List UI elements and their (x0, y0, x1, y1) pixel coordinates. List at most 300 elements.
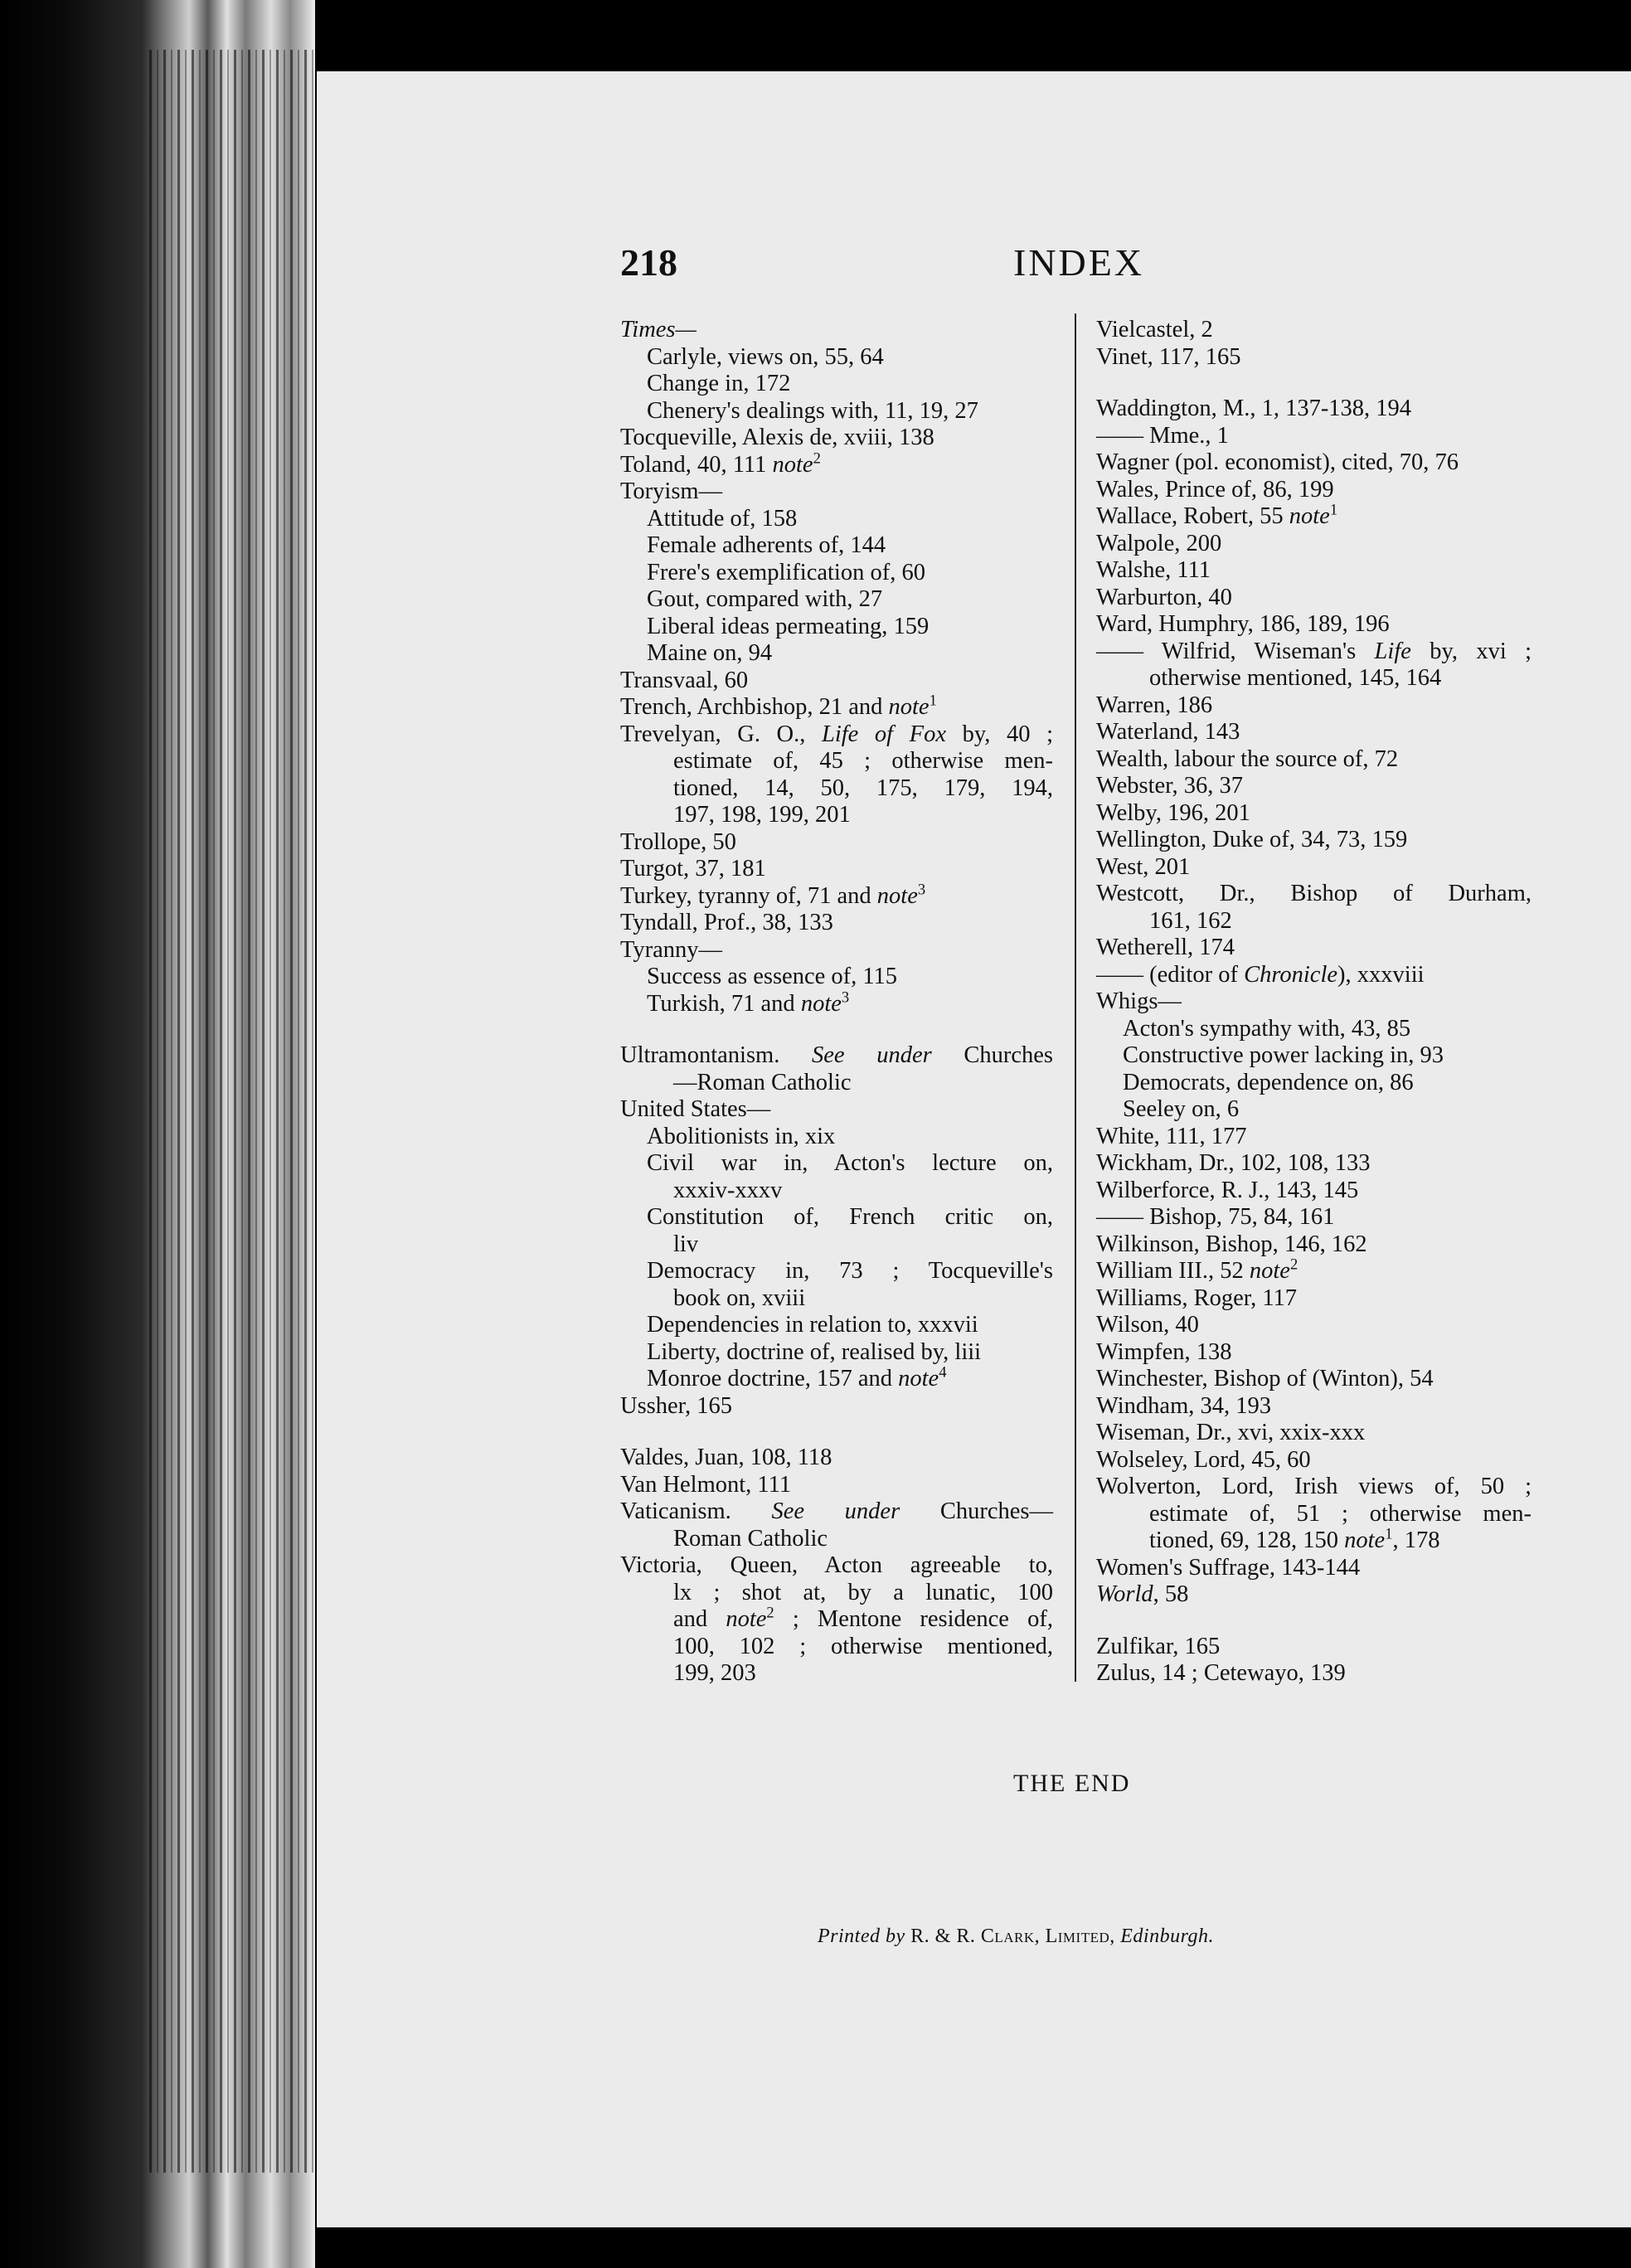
index-line (1096, 1204, 1531, 1231)
index-text: Victoria, Queen, Acton agreeable to, (620, 1552, 1053, 1578)
index-line (620, 640, 1053, 668)
index-text: tioned, 69, 128, 150 (1149, 1527, 1345, 1553)
index-line (1096, 531, 1531, 558)
index-line (620, 532, 1053, 560)
index-entry (1096, 477, 1531, 504)
index-line (620, 317, 1053, 344)
index-entry (620, 317, 1053, 344)
note-number: 2 (813, 449, 821, 467)
index-line (620, 1258, 1053, 1285)
index-entry (620, 856, 1053, 883)
index-subentry (620, 532, 1053, 560)
index-italic-title: World (1096, 1581, 1153, 1607)
imprint-city: Edinburgh. (1120, 1926, 1215, 1947)
index-entry (620, 883, 1053, 911)
index-text: Wetherell, 174 (1096, 935, 1235, 960)
index-text: Winchester, Bishop of (Winton), 54 (1096, 1366, 1434, 1391)
index-entry (1096, 854, 1531, 881)
index-line (1096, 1366, 1531, 1393)
index-line (620, 748, 1053, 775)
index-line (1096, 692, 1531, 720)
index-line (620, 1285, 1053, 1313)
index-text: Change in, 172 (647, 371, 791, 396)
index-text: White, 111, 177 (1096, 1123, 1247, 1149)
index-entry (1096, 317, 1531, 344)
index-text: Gout, compared with, 27 (647, 586, 883, 612)
index-entry (620, 1393, 1053, 1421)
index-text: Liberty, doctrine of, realised by, liii (647, 1338, 982, 1365)
index-text: Windham, 34, 193 (1096, 1392, 1271, 1419)
index-text: Wagner (pol. economist), cited, 70, 76 (1096, 449, 1459, 475)
index-text: Toland, 40, 111 (620, 451, 773, 478)
index-line (620, 937, 1053, 964)
index-line (1096, 344, 1531, 372)
index-text: 161, 162 (1149, 907, 1232, 934)
index-subentry (620, 988, 1053, 1018)
index-line (1096, 746, 1531, 774)
index-line (1096, 477, 1531, 504)
index-italic-title: Life of Fox (821, 721, 946, 747)
index-line (620, 1042, 1053, 1070)
index-text: —— (editor of (1096, 961, 1245, 988)
index-subentry (1096, 1070, 1531, 1097)
index-line (1096, 665, 1531, 692)
index-entry (1096, 344, 1531, 372)
index-line (1096, 1420, 1531, 1447)
index-text: Carlyle, views on, 55, 64 (647, 343, 884, 370)
index-text: Wilkinson, Bishop, 146, 162 (1096, 1231, 1367, 1257)
index-text: Ultramontanism. (620, 1042, 812, 1068)
index-text: and (673, 1606, 726, 1632)
index-column-left (620, 317, 1053, 1688)
index-subentry (620, 371, 1053, 398)
running-head (620, 240, 1631, 307)
index-line (1096, 1555, 1531, 1582)
index-line (620, 1445, 1053, 1472)
index-subentry (620, 586, 1053, 614)
index-text: Churches (931, 1042, 1053, 1068)
index-line (620, 425, 1053, 452)
note-number: 3 (917, 881, 926, 898)
index-text: ), xxxviii (1337, 961, 1425, 988)
index-letter-gap (620, 1420, 1053, 1445)
index-text: liv (673, 1231, 699, 1257)
index-line (620, 1580, 1053, 1607)
index-letter-gap (620, 1017, 1053, 1042)
index-line (620, 478, 1053, 506)
index-text: Liberal ideas permeating, 159 (647, 613, 930, 639)
index-text: Success as essence of, 115 (647, 964, 898, 989)
index-text: otherwise mentioned, 145, 164 (1149, 665, 1442, 691)
index-text: Wales, Prince of, 86, 199 (1096, 476, 1334, 503)
index-subentry (620, 640, 1053, 668)
index-subentry (620, 1312, 1053, 1339)
index-line (1096, 1447, 1531, 1474)
index-text: estimate of, 45 ; otherwise men- (673, 748, 1053, 774)
index-entry (1096, 1204, 1531, 1231)
page-edges (149, 50, 323, 2173)
index-line (620, 371, 1053, 398)
index-line (620, 1552, 1053, 1580)
index-entry (1096, 1285, 1531, 1313)
index-entry (1096, 557, 1531, 585)
index-text: Waddington, M., 1, 137-138, 194 (1096, 396, 1412, 421)
note-number: 2 (766, 1604, 774, 1622)
index-line (620, 398, 1053, 425)
index-text: Trevelyan, G. O., (620, 721, 822, 747)
index-line (1096, 1339, 1531, 1367)
index-text: , 178 (1392, 1527, 1440, 1553)
index-text: Walshe, 111 (1096, 557, 1211, 583)
index-line (620, 449, 1053, 479)
index-text: Wolseley, Lord, 45, 60 (1096, 1446, 1311, 1473)
index-text: Turgot, 37, 181 (620, 856, 766, 881)
index-entry (1096, 746, 1531, 774)
index-text: Vaticanism. (620, 1498, 772, 1524)
index-note-ref: note (1249, 1258, 1290, 1284)
index-text: Wilson, 40 (1096, 1312, 1199, 1338)
index-text: Female adherents of, 144 (647, 532, 886, 558)
index-line (620, 802, 1053, 829)
index-text: —— Mme., 1 (1096, 422, 1229, 449)
index-text: Churches— (900, 1498, 1054, 1524)
index-text: Trench, Archbishop, 21 and (620, 694, 889, 720)
index-entry (1096, 773, 1531, 800)
index-text: Maine on, 94 (647, 640, 773, 666)
index-text: Chenery's dealings with, 11, 19, 27 (647, 397, 978, 424)
index-line (620, 614, 1053, 641)
index-line (1096, 611, 1531, 639)
index-note-ref: note (888, 694, 930, 720)
index-line (1096, 639, 1531, 666)
index-text: Dependencies in relation to, xxxvii (647, 1312, 978, 1338)
index-entry (620, 721, 1053, 829)
index-entry (1096, 585, 1531, 612)
index-italic-title: Chronicle (1244, 961, 1338, 988)
index-text: Ussher, 165 (620, 1392, 733, 1419)
index-text: Zulfikar, 165 (1096, 1633, 1221, 1659)
index-entry (1096, 423, 1531, 450)
index-text: Roman Catholic (673, 1525, 828, 1552)
page-title: INDEX (1013, 241, 1145, 284)
index-line (1096, 1474, 1531, 1501)
index-line (620, 506, 1053, 533)
index-subentry (620, 1204, 1053, 1258)
index-line (1096, 854, 1531, 881)
index-entry (1096, 800, 1531, 828)
index-line (620, 775, 1053, 803)
note-number: 1 (1329, 501, 1338, 519)
index-line (1096, 1016, 1531, 1043)
index-text: Warren, 186 (1096, 692, 1213, 718)
index-entry (1096, 1420, 1531, 1447)
note-number: 4 (939, 1363, 947, 1382)
index-text: Monroe doctrine, 157 and (647, 1366, 899, 1391)
index-entry (1096, 503, 1531, 531)
index-text: Vinet, 117, 165 (1096, 343, 1241, 370)
index-text: Transvaal, 60 (620, 667, 749, 693)
index-entry (1096, 1474, 1531, 1555)
index-text: Turkey, tyranny of, 71 and (620, 882, 877, 909)
imprint-printed-by: Printed by (818, 1926, 905, 1947)
index-text: Wimpfen, 138 (1096, 1338, 1232, 1365)
index-text: Times— (620, 317, 697, 342)
index-entry (1096, 1150, 1531, 1178)
index-note-ref: note (800, 990, 842, 1017)
index-entry (1096, 1581, 1531, 1609)
index-line (620, 883, 1053, 911)
index-entry (1096, 988, 1531, 1016)
index-subentry (620, 1258, 1053, 1312)
index-line (1096, 585, 1531, 612)
index-entry (1096, 1393, 1531, 1421)
index-text: lx ; shot at, by a lunatic, 100 (673, 1579, 1053, 1605)
index-letter-gap (1096, 371, 1531, 396)
index-line (1096, 1178, 1531, 1205)
index-line (1096, 773, 1531, 800)
index-line (620, 1660, 1053, 1688)
index-note-ref: note (1289, 503, 1330, 529)
index-italic-title: See under (771, 1498, 900, 1524)
index-line (620, 586, 1053, 614)
index-text: Wallace, Robert, 55 (1096, 503, 1289, 529)
index-text: Wiseman, Dr., xvi, xxix-xxx (1096, 1420, 1366, 1445)
index-line (1096, 1581, 1531, 1609)
index-line (1096, 962, 1531, 989)
index-line (1096, 1042, 1531, 1070)
index-entry (620, 478, 1053, 506)
index-line (1096, 1255, 1531, 1285)
index-subentry (620, 1124, 1053, 1151)
index-text: —— Wilfrid, Wiseman's (1096, 638, 1375, 664)
index-italic-title: See under (812, 1042, 932, 1068)
index-note-ref: note (876, 882, 918, 909)
index-line (620, 1363, 1053, 1393)
index-text: 197, 198, 199, 201 (673, 802, 851, 828)
index-subentry (620, 1339, 1053, 1367)
index-line (620, 1526, 1053, 1553)
index-text: Waterland, 143 (1096, 719, 1240, 745)
index-line (620, 1124, 1053, 1151)
index-subentry (620, 344, 1053, 372)
index-entry (1096, 1660, 1531, 1688)
index-line (620, 721, 1053, 749)
index-subentry (620, 1150, 1053, 1204)
index-entry (620, 1445, 1053, 1472)
index-line (620, 856, 1053, 883)
index-entry (1096, 1124, 1531, 1151)
index-text: , 58 (1153, 1581, 1189, 1607)
index-line (1096, 827, 1531, 854)
index-text: Van Helmont, 111 (620, 1471, 792, 1498)
index-subentry (620, 506, 1053, 533)
index-line (1096, 1501, 1531, 1528)
index-line (1096, 1285, 1531, 1313)
index-text: Women's Suffrage, 143-144 (1096, 1554, 1361, 1581)
index-line (620, 964, 1053, 991)
index-entry (1096, 1178, 1531, 1205)
index-line (620, 1472, 1053, 1499)
index-text: Vielcastel, 2 (1096, 317, 1213, 342)
index-entry (1096, 639, 1531, 692)
index-text: Warburton, 40 (1096, 584, 1232, 610)
index-subentry (620, 398, 1053, 425)
index-text: —— Bishop, 75, 84, 161 (1096, 1204, 1335, 1230)
index-line (620, 1634, 1053, 1661)
index-entry (1096, 1634, 1531, 1661)
index-italic-title: Life (1374, 638, 1411, 664)
index-text: Tyndall, Prof., 38, 133 (620, 910, 833, 935)
index-entry (620, 937, 1053, 964)
index-text: Toryism— (620, 478, 723, 504)
index-entry (1096, 962, 1531, 989)
index-subentry (620, 964, 1053, 991)
index-entry (620, 1552, 1053, 1688)
index-line (1096, 1527, 1531, 1555)
index-line (620, 1178, 1053, 1205)
index-line (1096, 719, 1531, 746)
column-divider (1075, 313, 1076, 1682)
index-text: Frere's exemplification of, 60 (647, 559, 925, 585)
index-text: Trollope, 50 (620, 828, 736, 855)
the-end-text: THE END (1013, 1770, 1131, 1797)
index-subentry (620, 560, 1053, 587)
index-entry (1096, 935, 1531, 962)
index-line (620, 1339, 1053, 1367)
index-subentry (620, 614, 1053, 641)
index-text: Tocqueville, Alexis de, xviii, 138 (620, 425, 934, 450)
index-entry (1096, 881, 1531, 935)
index-line (1096, 988, 1531, 1016)
index-text: Civil war in, Acton's lecture on, (647, 1150, 1053, 1176)
index-line (1096, 1150, 1531, 1178)
index-note-ref: note (898, 1366, 939, 1391)
index-text: estimate of, 51 ; otherwise men- (1149, 1500, 1531, 1527)
index-line (1096, 449, 1531, 477)
index-line (1096, 1393, 1531, 1421)
index-entry (620, 694, 1053, 721)
index-line (1096, 423, 1531, 450)
index-text: Attitude of, 158 (647, 505, 798, 532)
index-note-ref: note (726, 1606, 767, 1632)
index-text: William III., 52 (1096, 1258, 1250, 1284)
index-entry (620, 1498, 1053, 1552)
index-entry (1096, 1255, 1531, 1285)
index-line (1096, 1231, 1531, 1259)
index-text: ; Mentone residence of, (774, 1606, 1053, 1632)
index-column-right (1096, 317, 1531, 1688)
index-line (620, 988, 1053, 1018)
index-letter-gap (1096, 1609, 1531, 1634)
index-text: Abolitionists in, xix (647, 1123, 836, 1149)
index-text: Democracy in, 73 ; Tocqueville's (647, 1258, 1053, 1284)
index-line (620, 1606, 1053, 1634)
index-line (620, 1312, 1053, 1339)
index-entry (620, 668, 1053, 695)
index-text: Valdes, Juan, 108, 118 (620, 1445, 832, 1470)
index-line (620, 910, 1053, 937)
index-entry (1096, 449, 1531, 477)
index-line (1096, 1070, 1531, 1097)
index-line (1096, 1124, 1531, 1151)
index-text: 100, 102 ; otherwise mentioned, (673, 1633, 1053, 1659)
imprint-printer: R. & R. Clark, Limited, (910, 1926, 1115, 1947)
index-text: Wolverton, Lord, Irish views of, 50 ; (1096, 1474, 1531, 1499)
index-text: Whigs— (1096, 988, 1182, 1014)
index-subentry (1096, 1042, 1531, 1070)
index-subentry (1096, 1096, 1531, 1124)
index-line (620, 1096, 1053, 1124)
index-line (1096, 1634, 1531, 1661)
index-line (1096, 881, 1531, 908)
index-entry (1096, 1555, 1531, 1582)
index-entry (1096, 1447, 1531, 1474)
index-line (1096, 317, 1531, 344)
index-text: Williams, Roger, 117 (1096, 1285, 1298, 1311)
index-note-ref: note (772, 451, 813, 478)
index-line (1096, 396, 1531, 423)
index-line (620, 560, 1053, 587)
index-line (1096, 557, 1531, 585)
index-line (1096, 503, 1531, 531)
index-text: West, 201 (1096, 853, 1191, 880)
index-entry (1096, 1231, 1531, 1259)
index-text: Tyranny— (620, 936, 723, 963)
index-entry (620, 449, 1053, 479)
index-entry (1096, 719, 1531, 746)
index-text: Zulus, 14 ; Cetewayo, 139 (1096, 1660, 1346, 1686)
index-entry (1096, 611, 1531, 639)
page-number: 218 (620, 241, 677, 284)
index-text: Webster, 36, 37 (1096, 773, 1244, 799)
index-line (1096, 1660, 1531, 1688)
index-entry (1096, 692, 1531, 720)
index-text: by, 40 ; (946, 721, 1053, 747)
index-line (620, 1393, 1053, 1421)
index-text: Wellington, Duke of, 34, 73, 159 (1096, 827, 1408, 852)
index-entry (1096, 827, 1531, 854)
index-note-ref: note (1344, 1527, 1386, 1553)
index-text: Constitution of, French critic on, (647, 1204, 1053, 1230)
index-text: Wilberforce, R. J., 143, 145 (1096, 1177, 1359, 1203)
index-text: Democrats, dependence on, 86 (1123, 1069, 1414, 1095)
index-text: xxxiv-xxxv (673, 1177, 783, 1203)
index-text: 199, 203 (673, 1660, 756, 1686)
index-text: Seeley on, 6 (1123, 1096, 1240, 1122)
index-text: Wickham, Dr., 102, 108, 133 (1096, 1150, 1371, 1176)
index-text: —Roman Catholic (673, 1069, 852, 1095)
index-line (1096, 800, 1531, 828)
index-line (620, 694, 1053, 721)
note-number: 3 (841, 988, 850, 1006)
index-line (620, 1231, 1053, 1259)
index-subentry (620, 1363, 1053, 1393)
index-entry (1096, 396, 1531, 423)
index-entry (620, 1472, 1053, 1499)
index-text: Ward, Humphry, 186, 189, 196 (1096, 611, 1390, 637)
index-line (620, 1498, 1053, 1526)
index-line (1096, 908, 1531, 935)
index-line (620, 668, 1053, 695)
index-line (1096, 1312, 1531, 1339)
index-text: Acton's sympathy with, 43, 85 (1123, 1015, 1411, 1042)
index-text: Westcott, Dr., Bishop of Durham, (1096, 881, 1531, 906)
index-text: by, xvi ; (1410, 638, 1531, 664)
index-entry (620, 425, 1053, 452)
index-text: Turkish, 71 and (647, 990, 801, 1017)
index-line (620, 829, 1053, 857)
index-text: Wealth, labour the source of, 72 (1096, 745, 1399, 772)
